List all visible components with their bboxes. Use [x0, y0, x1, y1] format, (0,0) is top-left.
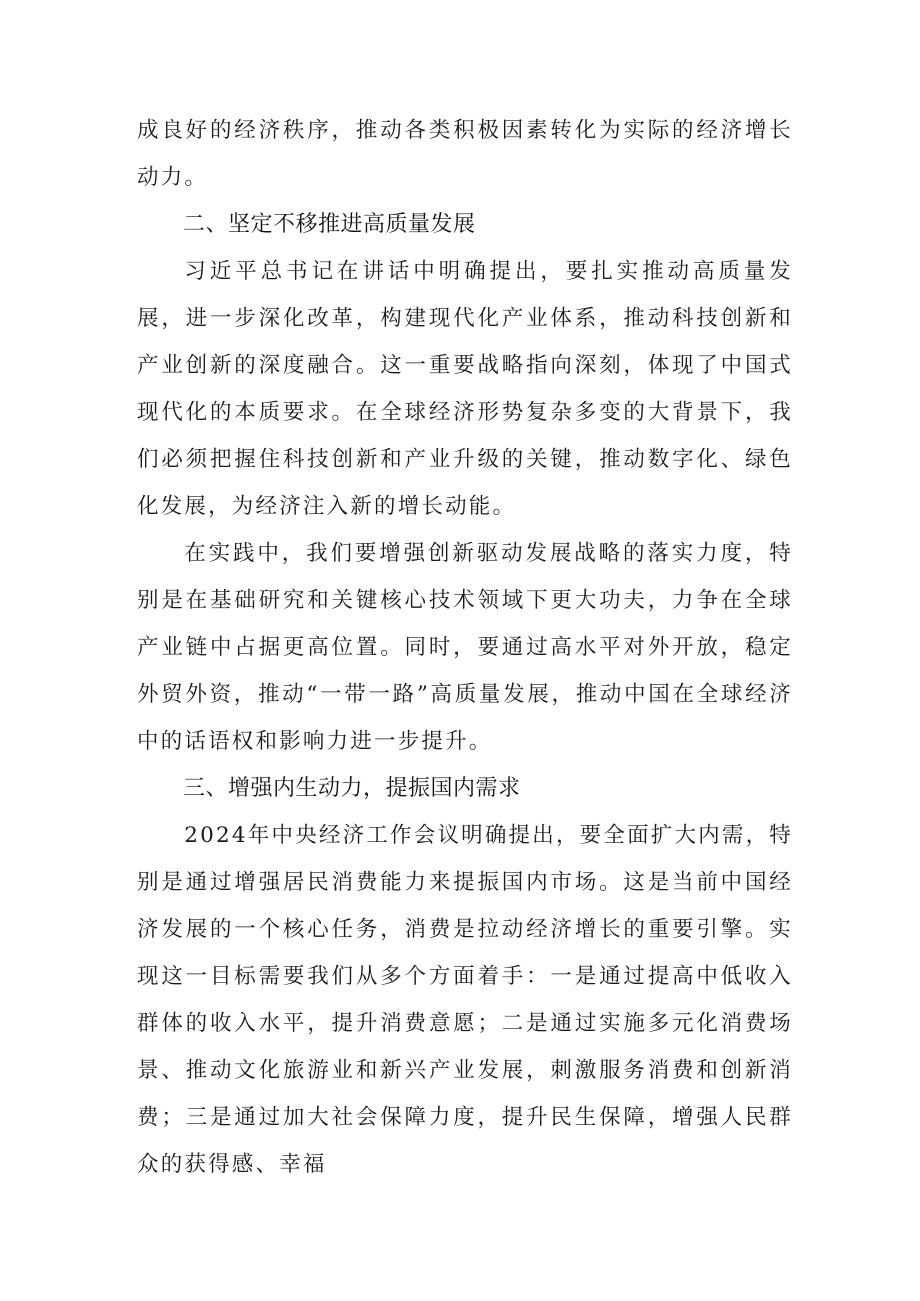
section-heading-3: 三、增强内生动力，提振国内需求: [183, 776, 521, 801]
paragraph-section-2-a: 习近平总书记在讲话中明确提出，要扎实推动高质量发展，进一步深化改革，构建现代化产业体系，推动科技创新和产业创新的深度融合。这一重要战略指向深刻，体现了中国式现代化的本质要求。在全球经济形势复杂多变的大背景下，我们必须把握住科技创新和产业升级的关键，推动数字化、绿色化发展，为经济注入新的增长动能。: [137, 259, 793, 519]
paragraph-continued: 成良好的经济秩序，推动各类积极因素转化为实际的经济增长动力。: [137, 118, 793, 190]
document-body: [137, 107, 793, 1188]
paragraph-section-3-a: 2024年中央经济工作会议明确提出，要全面扩大内需，特别是通过增强居民消费能力来提振国内市场。这是当前中国经济发展的一个核心任务，消费是拉动经济增长的重要引擎。实现这一目标需要我们从多个方面着手：一是通过提高中低收入群体的收入水平，提升消费意愿；二是通过实施多元化消费场景、推动文化旅游业和新兴产业发展，刺激服务消费和创新消费；三是通过加大社会保障力度，提升民生保障，增强人民群众的获得感、幸福: [137, 823, 793, 1177]
paragraph-section-2-b: 在实践中，我们要增强创新驱动发展战略的落实力度，特别是在基础研究和关键核心技术领域下更大功夫，力争在全球产业链中占据更高位置。同时，要通过高水平对外开放，稳定外贸外资，推动“一带一路”高质量发展，推动中国在全球经济中的话语权和影响力进一步提升。: [137, 541, 793, 754]
section-heading-2: 二、坚定不移推进高质量发展: [183, 212, 476, 237]
